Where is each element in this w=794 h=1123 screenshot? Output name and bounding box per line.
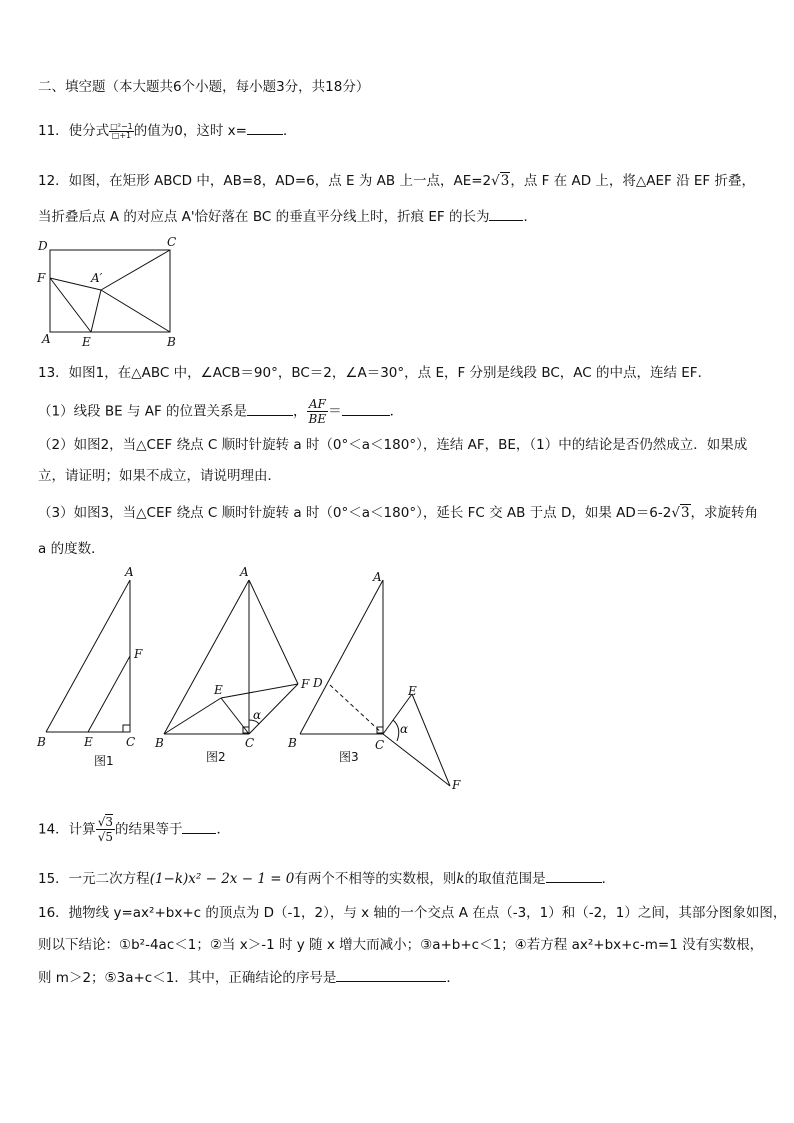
fig2-label-a: A xyxy=(240,565,249,579)
q13-p1-equals: ＝ xyxy=(328,403,342,420)
q11-frac-num: □²−1 xyxy=(110,121,133,131)
q16-line3-text: 则 m＞2；⑤3a+c＜1．其中，正确结论的序号是 xyxy=(38,970,337,986)
q13-frac-num: AF xyxy=(307,397,329,412)
question-13-part3-line1 xyxy=(38,503,758,523)
question-15 xyxy=(38,868,615,889)
fig3-label-a: A xyxy=(373,570,382,584)
question-11 xyxy=(38,120,296,141)
fig2-label-c: C xyxy=(245,736,255,750)
q12-text-b: ，点 F 在 AD 上，将△AEF 沿 EF 折叠， xyxy=(510,173,755,189)
fig3-label-f: F xyxy=(452,778,461,792)
question-12-line1 xyxy=(38,171,755,191)
q12-text-a: 12．如图，在矩形 ABCD 中，AB=8，AD=6，点 E 为 AB 上一点，AE=2 xyxy=(38,173,492,189)
fig2-label-alpha: α xyxy=(253,708,262,722)
label-b: B xyxy=(167,335,176,349)
q16-end: ． xyxy=(446,970,460,986)
figure-3 xyxy=(287,570,461,792)
fig3-segment-cf xyxy=(383,734,450,786)
fig1-label-f: F xyxy=(134,647,143,661)
q13-sqrt: √3 xyxy=(671,505,690,521)
q13-figures xyxy=(0,560,794,800)
fig3-alpha-arc xyxy=(393,720,399,741)
q13-sqrt-radicand: 3 xyxy=(680,505,690,521)
fig1-label-b: B xyxy=(37,735,46,749)
question-12-line2 xyxy=(38,206,537,227)
fig2-label-b: B xyxy=(155,736,164,750)
label-d: D xyxy=(38,239,48,253)
question-16-line2: 则以下结论：①b²-4ac＜1；②当 x＞-1 时 y 随 x 增大而减小；③a+b+c＜1；④若方程 ax²+bx+c-m=1 没有实数根， xyxy=(38,937,764,953)
q13-p1-text: （1）线段 BE 与 AF 的位置关系是 xyxy=(38,403,248,420)
fig2-segment-be xyxy=(164,698,221,734)
q14-answer-blank[interactable] xyxy=(182,819,216,834)
fig3-side-ab xyxy=(300,580,383,734)
question-14 xyxy=(38,815,230,844)
q14-frac-num: √3 xyxy=(97,815,113,829)
fig3-segment-ef xyxy=(412,694,450,786)
q13-p1-answer-blank-1[interactable] xyxy=(247,401,293,416)
q11-end: ． xyxy=(282,123,297,139)
q11-prefix: 11．使分式 xyxy=(38,123,110,139)
rectangle-abcd xyxy=(50,250,170,332)
q14-prefix: 14．计算 xyxy=(38,821,96,838)
label-e: E xyxy=(82,335,91,349)
q12-answer-blank[interactable] xyxy=(489,206,523,221)
fig2-side-ab xyxy=(164,580,249,734)
q15-middle: 有两个不相等的实数根，则 xyxy=(294,871,457,887)
fig2-segment-ec xyxy=(221,698,249,734)
q15-prefix: 15．一元二次方程 xyxy=(38,871,150,887)
q12-line2-text: 当折叠后点 A 的对应点 A'恰好落在 BC 的垂直平分线上时，折痕 EF 的长为 xyxy=(38,209,490,225)
question-13-part1 xyxy=(38,397,403,426)
q13-ratio-fraction xyxy=(307,397,329,426)
q13-frac-den: BE xyxy=(308,412,327,426)
section-title: 二、填空题（本大题共6个小题，每小题3分，共18分） xyxy=(38,79,370,95)
q15-end: ． xyxy=(601,871,616,887)
fig2-label-f: F xyxy=(301,677,310,691)
fig1-label-a: A xyxy=(125,565,134,579)
fig1-segment-ef xyxy=(88,656,130,732)
q15-variable: k xyxy=(456,871,465,887)
question-13-intro: 13．如图1，在△ABC 中，∠ACB＝90°，BC＝2，∠A＝30°，点 E，F 分别是线段 BC，AC 的中点，连结 EF． xyxy=(38,365,712,381)
label-a: A xyxy=(42,332,51,346)
q15-equation: (1−k)x² − 2x − 1 = 0 xyxy=(149,871,295,887)
fig1-label-e: E xyxy=(84,735,93,749)
fig3-dashed-dc xyxy=(330,685,383,734)
fig3-caption: 图3 xyxy=(339,750,359,764)
q14-end: ． xyxy=(216,821,230,838)
fig3-label-alpha: α xyxy=(400,722,409,736)
question-13-part2-line2: 立，请证明；如果不成立，请说明理由． xyxy=(38,468,281,484)
q14-suffix: 的结果等于 xyxy=(114,821,183,838)
label-f: F xyxy=(37,271,46,285)
q14-den-radicand: 5 xyxy=(105,830,113,844)
q11-answer-blank[interactable] xyxy=(247,120,283,135)
fig1-caption: 图1 xyxy=(94,754,114,768)
question-16-line3 xyxy=(38,967,460,988)
q15-answer-blank[interactable] xyxy=(546,868,602,883)
fig2-label-e: E xyxy=(214,683,223,697)
fig1-side-ab xyxy=(46,580,130,732)
q14-frac-den: √5 xyxy=(97,830,113,844)
figure-2 xyxy=(154,565,310,764)
q13-p1-comma: ， xyxy=(293,403,307,420)
q12-sqrt: √3 xyxy=(491,173,510,189)
q13-p1-end: ． xyxy=(389,403,404,420)
q14-fraction xyxy=(96,815,115,844)
q12-sqrt-radicand: 3 xyxy=(500,173,510,189)
figure-1 xyxy=(36,565,143,768)
q14-num-radicand: 3 xyxy=(105,815,113,829)
segment-a1b xyxy=(101,290,170,332)
label-a-prime: A′ xyxy=(91,271,103,285)
fig3-right-angle-mark xyxy=(377,727,383,733)
label-c: C xyxy=(167,235,177,249)
fig2-segment-af xyxy=(249,580,298,684)
q11-frac-den: □+1 xyxy=(111,130,132,140)
q11-fraction xyxy=(109,123,134,140)
question-16-line1: 16．抛物线 y=ax²+bx+c 的顶点为 D（-1，2），与 x 轴的一个交点 A 在点（-3，1）和（-2，1）之间，其部分图象如图， xyxy=(38,905,787,921)
q13-p3-text-a: （3）如图3，当△CEF 绕点 C 顺时针旋转 a 时（0°＜a＜180°），延长 FC 交 AB 于点 D，如果 AD＝6-2 xyxy=(38,505,672,521)
fig3-label-c: C xyxy=(375,738,385,752)
q13-p3-text-b: ，求旋转角 xyxy=(690,505,759,521)
q15-suffix: 的取值范围是 xyxy=(464,871,546,887)
fig3-label-d: D xyxy=(313,676,323,690)
question-13-part3-line2: a 的度数． xyxy=(38,541,105,557)
segment-a1e xyxy=(91,290,101,332)
q16-answer-blank[interactable] xyxy=(336,967,446,982)
q11-suffix: 的值为0，这时 x= xyxy=(133,123,247,139)
q12-rectangle-figure xyxy=(36,233,196,348)
fig1-right-angle-mark xyxy=(123,725,130,732)
question-13-part2-line1: （2）如图2，当△CEF 绕点 C 顺时针旋转 a 时（0°＜a＜180°），连结 AF，BE，（1）中的结论是否仍然成立．如果成 xyxy=(38,437,748,453)
fig2-caption: 图2 xyxy=(206,750,226,764)
fig3-label-e: E xyxy=(408,684,417,698)
q13-p1-answer-blank-2[interactable] xyxy=(342,401,390,416)
segment-a1c xyxy=(101,250,170,290)
fig1-label-c: C xyxy=(126,735,136,749)
q12-end: ． xyxy=(523,209,537,225)
fig3-label-b: B xyxy=(288,736,297,750)
